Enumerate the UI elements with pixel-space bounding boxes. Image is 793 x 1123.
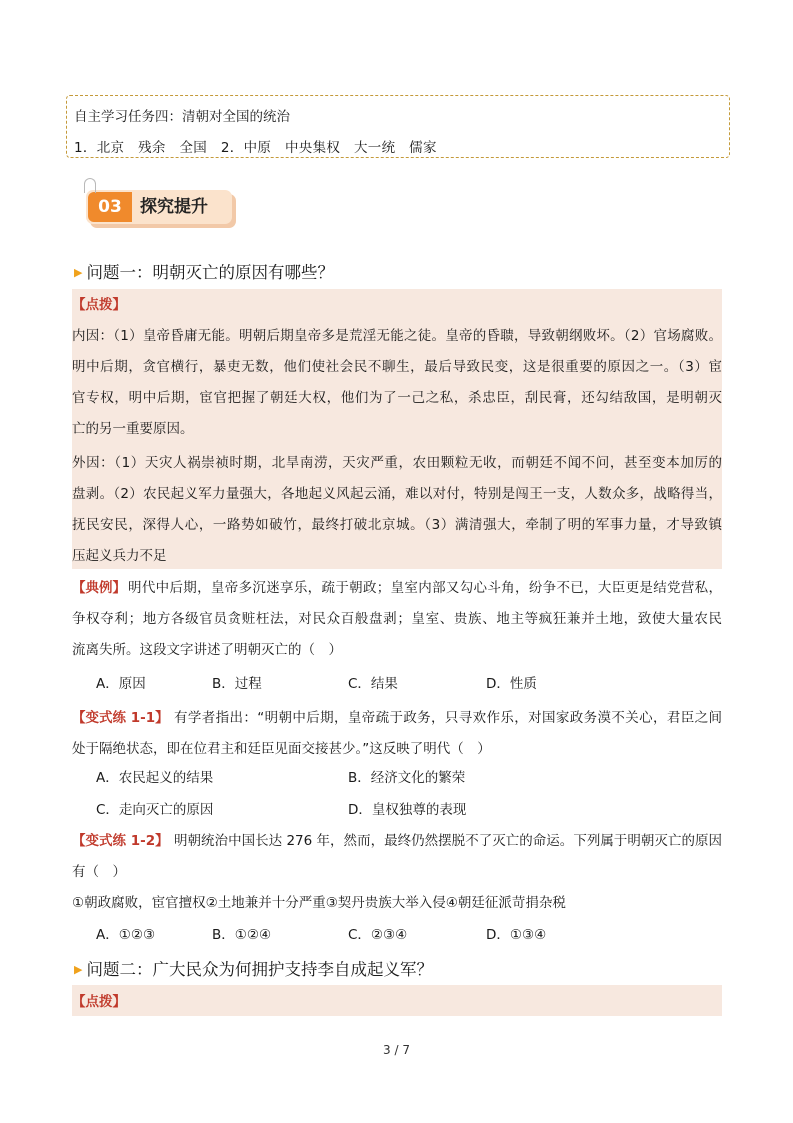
variation-1-1-line: 有学者指出：“明朝中后期，皇帝疏于政务，只寻欢作乐，对国家政务漠不关心，君臣之间 — [174, 710, 722, 726]
example-label: 【典例】 — [72, 580, 126, 596]
variation-1-1-option-a: A．农民起义的结果 — [96, 770, 214, 786]
external-line: 盘剥。（2）农民起义军力量强大，各地起义风起云涌，难以对付，特别是闯王一支，人数众多，战略得当， — [72, 486, 722, 502]
triangle-bullet-icon: ▶ — [74, 266, 83, 279]
paperclip-icon — [84, 178, 96, 193]
external-line: 抚民安民，深得人心，一路势如破竹，最终打破北京城。（3）满清强大，牵制了明的军事力量，才导致镇 — [72, 517, 722, 533]
example-option-a: A．原因 — [96, 676, 146, 692]
external-line: 外因：（1）天灾人祸崇祯时期，北旱南涝，天灾严重，农田颗粒无收，而朝廷不闻不问，甚至变本加厉的 — [72, 455, 722, 471]
variation-1-2-label: 【变式练 1-2】 — [72, 833, 169, 849]
variation-1-2-option-d: D．①③④ — [486, 927, 547, 943]
section-title: 探究提升 — [140, 197, 208, 217]
example-option-b: B．过程 — [212, 676, 262, 692]
variation-1-2-line: 有（ ） — [72, 864, 126, 880]
variation-1-1-option-b: B．经济文化的繁荣 — [348, 770, 466, 786]
example-line: 流离失所。这段文字讲述了明朝灭亡的（ ） — [72, 642, 342, 658]
variation-1-2-line: 明朝统治中国长达 276 年，然而，最终仍然摆脱不了灭亡的命运。下列属于明朝灭亡的原因 — [174, 833, 722, 849]
variation-1-1-line: 处于隔绝状态，即在位君主和廷臣见面交接甚少。”这反映了明代（ ） — [72, 741, 491, 757]
example-line: 明代中后期，皇帝多沉迷享乐，疏于朝政；皇室内部又勾心斗角，纷争不已，大臣更是结党营私， — [128, 580, 722, 596]
section-tag — [78, 178, 238, 234]
variation-1-2-option-b: B．①②④ — [212, 927, 272, 943]
variation-1-1-option-c: C．走向灭亡的原因 — [96, 802, 214, 818]
question-2-title — [74, 956, 433, 980]
tip-2-background — [72, 985, 722, 1016]
internal-line: 亡的另一重要原因。 — [72, 421, 194, 437]
variation-1-2-option-a: A．①②③ — [96, 927, 156, 943]
variation-1-1-option-d: D．皇权独尊的表现 — [348, 802, 467, 818]
variation-1-1-label: 【变式练 1-1】 — [72, 710, 169, 726]
answer-box — [66, 95, 730, 158]
example-line: 争权夺利；地方各级官员贪赃枉法，对民众百般盘剥；皇室、贵族、地主等疯狂兼并土地，致使大量农民 — [72, 611, 722, 627]
question-2-text: 问题二：广大民众为何拥护支持李自成起义军？ — [86, 960, 433, 979]
answer-box-title: 自主学习任务四：清朝对全国的统治 — [74, 109, 290, 125]
tip-2-label: 【点拨】 — [72, 994, 126, 1010]
answer-box-answers: 1．北京 残余 全国 2．中原 中央集权 大一统 儒家 — [74, 140, 437, 156]
internal-line: 官专权，明中后期，宦官把握了朝廷大权，他们为了一己之私，杀忠臣，刮民膏，还勾结敌国，是明朝灭 — [72, 390, 722, 406]
page-number: 3 / 7 — [383, 1043, 410, 1057]
question-1-text: 问题一：明朝灭亡的原因有哪些？ — [86, 263, 334, 282]
triangle-bullet-icon: ▶ — [74, 963, 83, 976]
tip-1-label: 【点拨】 — [72, 297, 126, 313]
internal-line: 明中后期，贪官横行，暴吏无数，他们使社会民不聊生，最后导致民变，这是很重要的原因之一。（3）宦 — [72, 359, 722, 375]
section-number: 03 — [88, 192, 132, 222]
internal-line: 内因：（1）皇帝昏庸无能。明朝后期皇帝多是荒淫无能之徒。皇帝的昏聩，导致朝纲败坏。（2）官场腐败。 — [72, 328, 722, 344]
external-line: 压起义兵力不足 — [72, 548, 167, 564]
variation-1-2-option-c: C．②③④ — [348, 927, 408, 943]
example-option-d: D．性质 — [486, 676, 537, 692]
example-option-c: C．结果 — [348, 676, 398, 692]
variation-1-2-statement: ①朝政腐败，宦官擅权②土地兼并十分严重③契丹贵族大举入侵④朝廷征派苛捐杂税 — [72, 895, 566, 911]
question-1-title — [74, 259, 334, 283]
